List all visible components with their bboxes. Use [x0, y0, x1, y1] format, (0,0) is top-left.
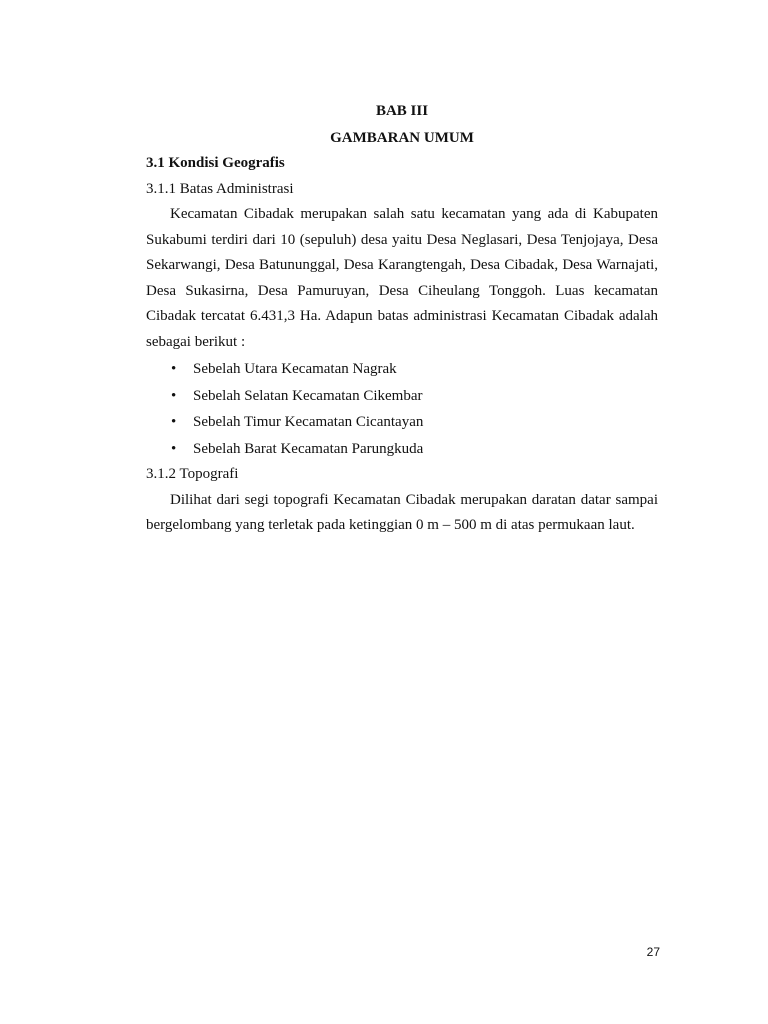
list-item	[146, 409, 658, 436]
subsection-heading-topography: 3.1.2 Topografi	[146, 466, 239, 482]
chapter-title: GAMBARAN UMUM	[330, 129, 474, 146]
page-number: 27	[646, 945, 660, 959]
paragraph-topography: Dilihat dari segi topografi Kecamatan Cibadak merupakan daratan datar sampai bergelombang yang terletak pada ketinggian 0 m – 500 m di atas permukaan laut.	[146, 491, 658, 533]
bullet-icon: •	[171, 440, 177, 457]
list-item-text: Sebelah Selatan Kecamatan Cikembar	[193, 387, 423, 404]
list-item	[146, 436, 658, 463]
page-content	[146, 99, 658, 539]
list-item-text: Sebelah Barat Kecamatan Parungkuda	[193, 440, 424, 457]
section-heading: 3.1 Kondisi Geografis	[146, 155, 285, 171]
subsection-heading-administrative: 3.1.1 Batas Administrasi	[146, 180, 294, 197]
list-item	[146, 383, 658, 410]
bullet-icon: •	[171, 414, 177, 430]
list-item-text: Sebelah Utara Kecamatan Nagrak	[193, 361, 397, 377]
bullet-icon: •	[171, 361, 177, 377]
list-item-text: Sebelah Timur Kecamatan Cicantayan	[193, 414, 424, 430]
border-list	[146, 356, 658, 462]
list-item	[146, 356, 658, 383]
chapter-number: BAB III	[375, 103, 429, 119]
bullet-icon: •	[171, 387, 177, 404]
paragraph-administrative: Kecamatan Cibadak merupakan salah satu kecamatan yang ada di Kabupaten Sukabumi terdiri dari 10 (sepuluh) desa yaitu Desa Neglasari, Desa Tenjojaya, Desa Sekarwangi, Desa Batununggal, Desa Karangtengah, Desa Cibadak, Desa Warnajati, Desa Sukasirna, Desa Pamuruyan, Desa Ciheulang Tonggoh. Luas kecamatan Cibadak tercatat 6.431,3 Ha. Adapun batas administrasi Kecamatan Cibadak adalah sebagai berikut :	[146, 206, 658, 350]
